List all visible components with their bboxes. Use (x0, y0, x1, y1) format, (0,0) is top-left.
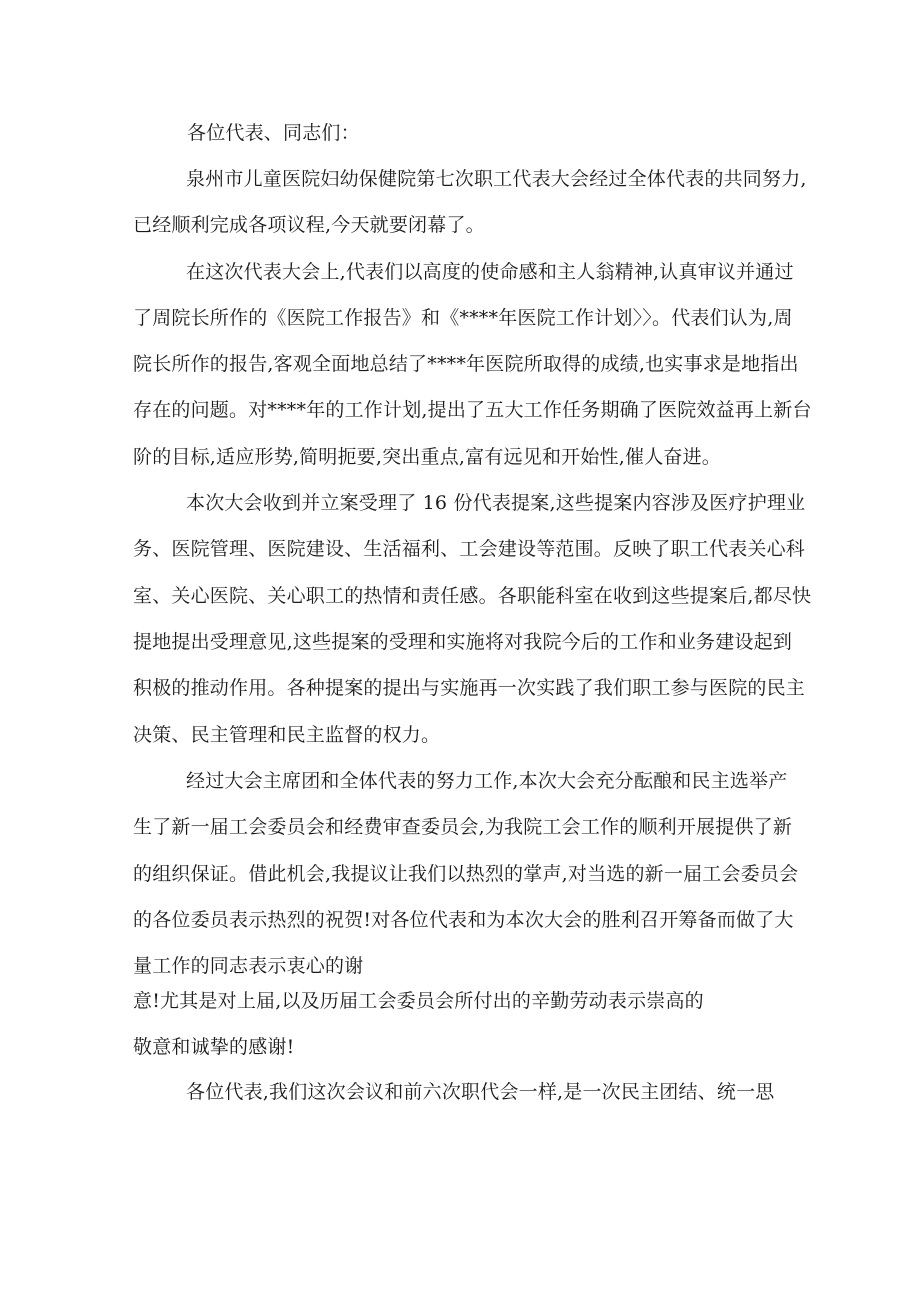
paragraph-3-line-4: 提地提出受理意见,这些提案的受理和实施将对我院今后的工作和业务建设起到 (133, 631, 793, 653)
paragraph-4-line-1: 经过大会主席团和全体代表的努力工作,本次大会充分酝酿和民主选举产 (186, 770, 788, 792)
paragraph-2-line-5: 阶的目标,适应形势,简明扼要,突出重点,富有远见和开始性,催人奋进。 (133, 446, 721, 468)
paragraph-1-line-1: 泉州市儿童医院妇幼保健院第七次职工代表大会经过全体代表的共同努力, (186, 168, 807, 190)
paragraph-1-line-2: 已经顺利完成各项议程,今天就要闭幕了。 (133, 214, 485, 236)
paragraph-3-line-3: 室、关心医院、关心职工的热情和责任感。各职能科室在收到这些提案后,都尽快 (133, 585, 812, 607)
paragraph-2-line-4: 存在的问题。对****年的工作计划,提出了五大工作任务期确了医院效益再上新台 (133, 399, 812, 421)
paragraph-4-line-4: 的各位委员表示热烈的祝贺!对各位代表和为本次大会的胜利召开筹备而做了大 (133, 909, 794, 931)
paragraph-4-line-5: 量工作的同志表示衷心的谢 (133, 955, 364, 977)
paragraph-3-line-2: 务、医院管理、医院建设、生活福利、工会建设等范围。反映了职工代表关心科 (133, 538, 806, 560)
salutation-line: 各位代表、同志们： (187, 122, 360, 144)
paragraph-4-line-3: 的组织保证。借此机会,我提议让我们以热烈的掌声,对当选的新一届工会委员会 (133, 863, 799, 885)
paragraph-4-line-7: 敬意和诚挚的感谢! (133, 1036, 295, 1058)
paragraph-5-line-1: 各位代表,我们这次会议和前六次职代会一样,是一次民主团结、统一思 (186, 1081, 775, 1103)
paragraph-2-line-3: 院长所作的报告,客观全面地总结了****年医院所取得的成绩,也实事求是地指出 (133, 353, 799, 375)
paragraph-2-line-1: 在这次代表大会上,代表们以高度的使命感和主人翁精神,认真审议并通过 (186, 261, 794, 283)
paragraph-4-line-6: 意!尤其是对上届,以及历届工会委员会所付出的辛勤劳动表示崇高的 (133, 990, 704, 1012)
paragraph-2-line-2: 了周院长所作的《医院工作报告》和《****年医院工作计划〉〉。代表们认为,周 (133, 307, 793, 329)
paragraph-3-line-5: 积极的推动作用。各种提案的提出与实施再一次实践了我们职工参与医院的民主 (133, 677, 806, 699)
paragraph-3-line-6: 决策、民主管理和民主监督的权力。 (133, 724, 441, 746)
paragraph-4-line-2: 生了新一届工会委员会和经费审查委员会,为我院工会工作的顺利开展提供了新 (133, 816, 793, 838)
paragraph-3-line-1: 本次大会收到并立案受理了 16 份代表提案,这些提案内容涉及医疗护理业 (186, 492, 806, 514)
